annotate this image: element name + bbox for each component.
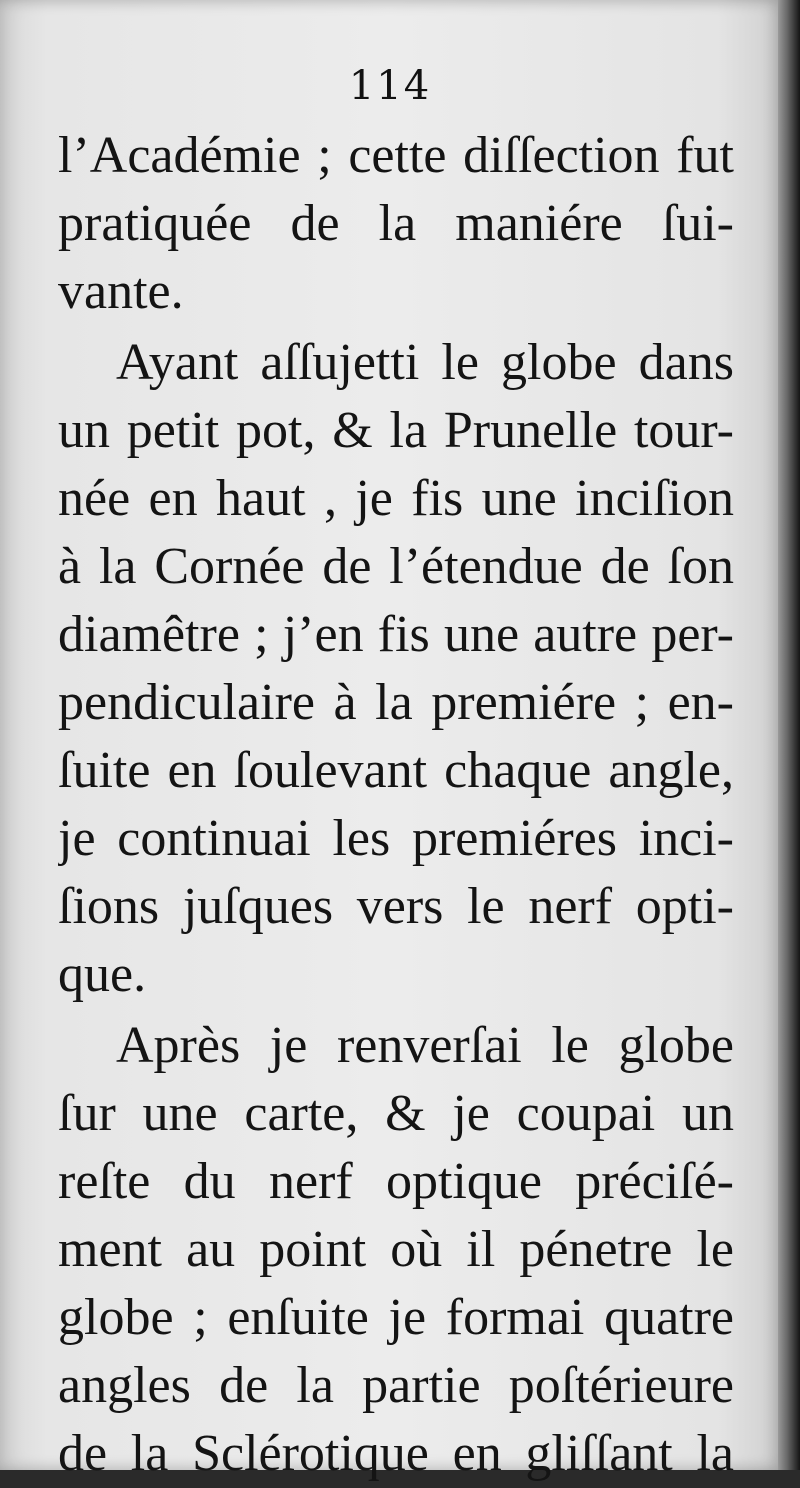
- text-line: Après je renverſai le globe: [116, 1017, 734, 1074]
- text-line: vante.: [58, 263, 184, 320]
- paragraph: [58, 122, 734, 326]
- text-line: globe ; enſuite je formai quatre: [58, 1289, 734, 1346]
- text-line: ſions juſques vers le nerf opti-: [58, 878, 734, 935]
- text-line: diamêtre ; j’en fis une autre per-: [58, 606, 734, 663]
- text-line: angles de la partie poſtérieure: [58, 1357, 734, 1414]
- text-line: ſur une carte, & je coupai un: [58, 1085, 734, 1142]
- text-line: un petit pot, & la Prunelle tour-: [58, 402, 734, 459]
- paragraph: [58, 329, 734, 1009]
- body-text: [58, 122, 734, 1488]
- text-line: que.: [58, 946, 147, 1003]
- text-line: reſte du nerf optique préciſé-: [58, 1153, 734, 1210]
- text-line: Ayant aſſujetti le globe dans: [116, 334, 734, 391]
- text-line: née en haut , je fis une inciſion: [58, 470, 734, 527]
- text-line: pendiculaire à la premiére ; en-: [58, 674, 734, 731]
- text-line: de la Sclérotique en gliſſant la: [58, 1425, 734, 1482]
- text-line: pratiquée de la maniére ſui-: [58, 195, 734, 252]
- text-line: ſuite en ſoulevant chaque angle,: [58, 742, 734, 799]
- text-line: ment au point où il pénetre le: [58, 1221, 734, 1278]
- page-number: 114: [348, 63, 432, 109]
- page-edge-shadow: [778, 0, 800, 1470]
- text-line: à la Cornée de l’étendue de ſon: [58, 538, 734, 595]
- paragraph: [58, 1012, 734, 1488]
- text-line: je continuai les premiéres inci-: [58, 810, 734, 867]
- text-line: l’Académie ; cette diſſection fut: [58, 127, 734, 184]
